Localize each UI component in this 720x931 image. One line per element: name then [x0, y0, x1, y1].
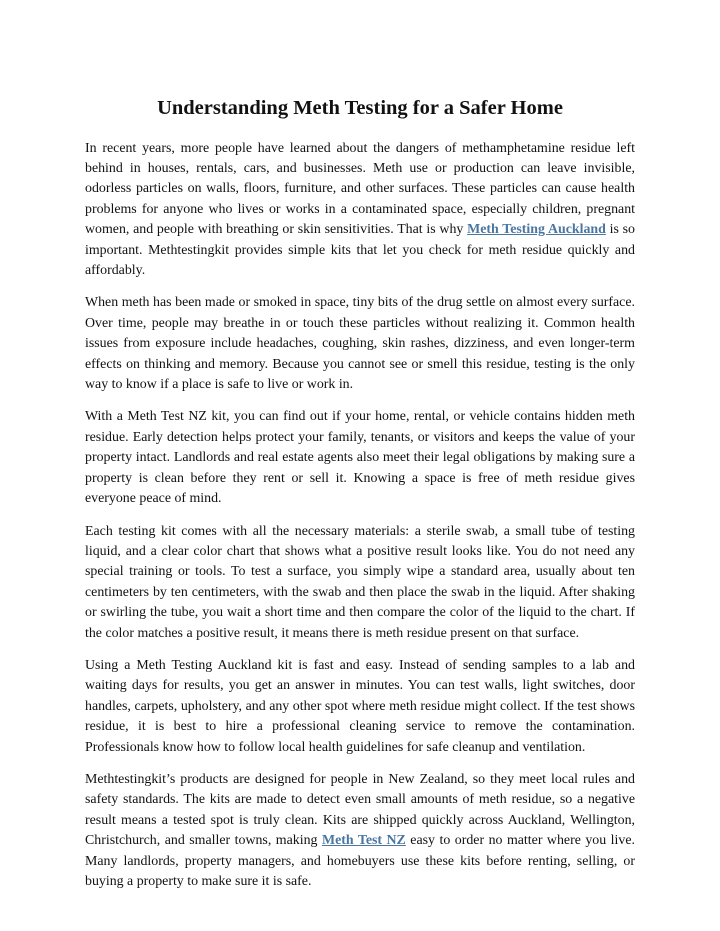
paragraph-1-text-after: is so important. Methtestingkit provides simple kits that let you check for meth residue quickly and affordably. — [85, 222, 635, 279]
paragraph-6-text-after: easy to order no matter where you live. Many landlords, property managers, and homebuyers use these kits before renting, selling, or buying a property to make sure it is safe. — [85, 833, 635, 889]
paragraph-6-text-before: Methtestingkit’s products are designed for people in New Zealand, so they meet local rules and safety standards. The kits are made to detect even small amounts of meth residue, so a negative result means a tested spot is truly clean. Kits are shipped quickly across Auckland, Wellington, Christchurch, and smaller towns, making — [85, 771, 635, 849]
meth-test-nz-link[interactable]: Meth Test NZ — [321, 833, 406, 849]
paragraph-4: Each testing kit comes with all the necessary materials: a sterile swab, a small tube of testing liquid, and a clear color chart that shows what a positive result looks like. You do not need any special training or tools. To test a surface, you simply wipe a standard area, usually about ten centimeters by ten centimeters, with the swab and then place the swab in the liquid. After shaking or swirling the tube, you wait a short time and then compare the color of the liquid to the chart. If the color matches a positive result, it means there is meth residue present on that surface. — [85, 523, 635, 641]
paragraph-1-text-before: In recent years, more people have learned about the dangers of methamphetamine residue left behind in houses, rentals, cars, and businesses. Meth use or production can leave invisible, odorless particles on walls, floors, furniture, and other surfaces. These particles can cause health problems for anyone who lives or works in a contaminated space, especially children, pregnant women, and people with breathing or skin sensitivities. That is why — [85, 140, 635, 238]
meth-testing-auckland-link[interactable]: Meth Testing Auckland — [467, 222, 606, 238]
paragraph-5: Using a Meth Testing Auckland kit is fast and easy. Instead of sending samples to a lab and waiting days for results, you get an answer in minutes. You can test walls, light switches, door handles, carpets, upholstery, and any other spot where meth residue might collect. If the test shows residue, it is best to hire a professional cleaning service to remove the contamination. Professionals know how to follow local health guidelines for safe cleanup and ventilation. — [85, 657, 635, 755]
paragraph-6 — [85, 770, 635, 892]
paragraph-1 — [85, 139, 635, 282]
paragraph-3: With a Meth Test NZ kit, you can find out if your home, rental, or vehicle contains hidden meth residue. Early detection helps protect your family, tenants, or visitors and keeps the value of your property intact. Landlords and real estate agents also meet their legal obligations by making sure a property is clean before they rent or sell it. Knowing a space is free of meth residue gives everyone peace of mind. — [85, 409, 635, 507]
paragraph-2: When meth has been made or smoked in space, tiny bits of the drug settle on almost every surface. Over time, people may breathe in or touch these particles without realizing it. Common health issues from exposure include headaches, coughing, skin rashes, dizziness, and even longer-term effects on thinking and memory. Because you cannot see or smell this residue, testing is the only way to know if a place is safe to live or work in. — [85, 295, 635, 393]
page-title: Understanding Meth Testing for a Safer Home — [157, 97, 563, 119]
